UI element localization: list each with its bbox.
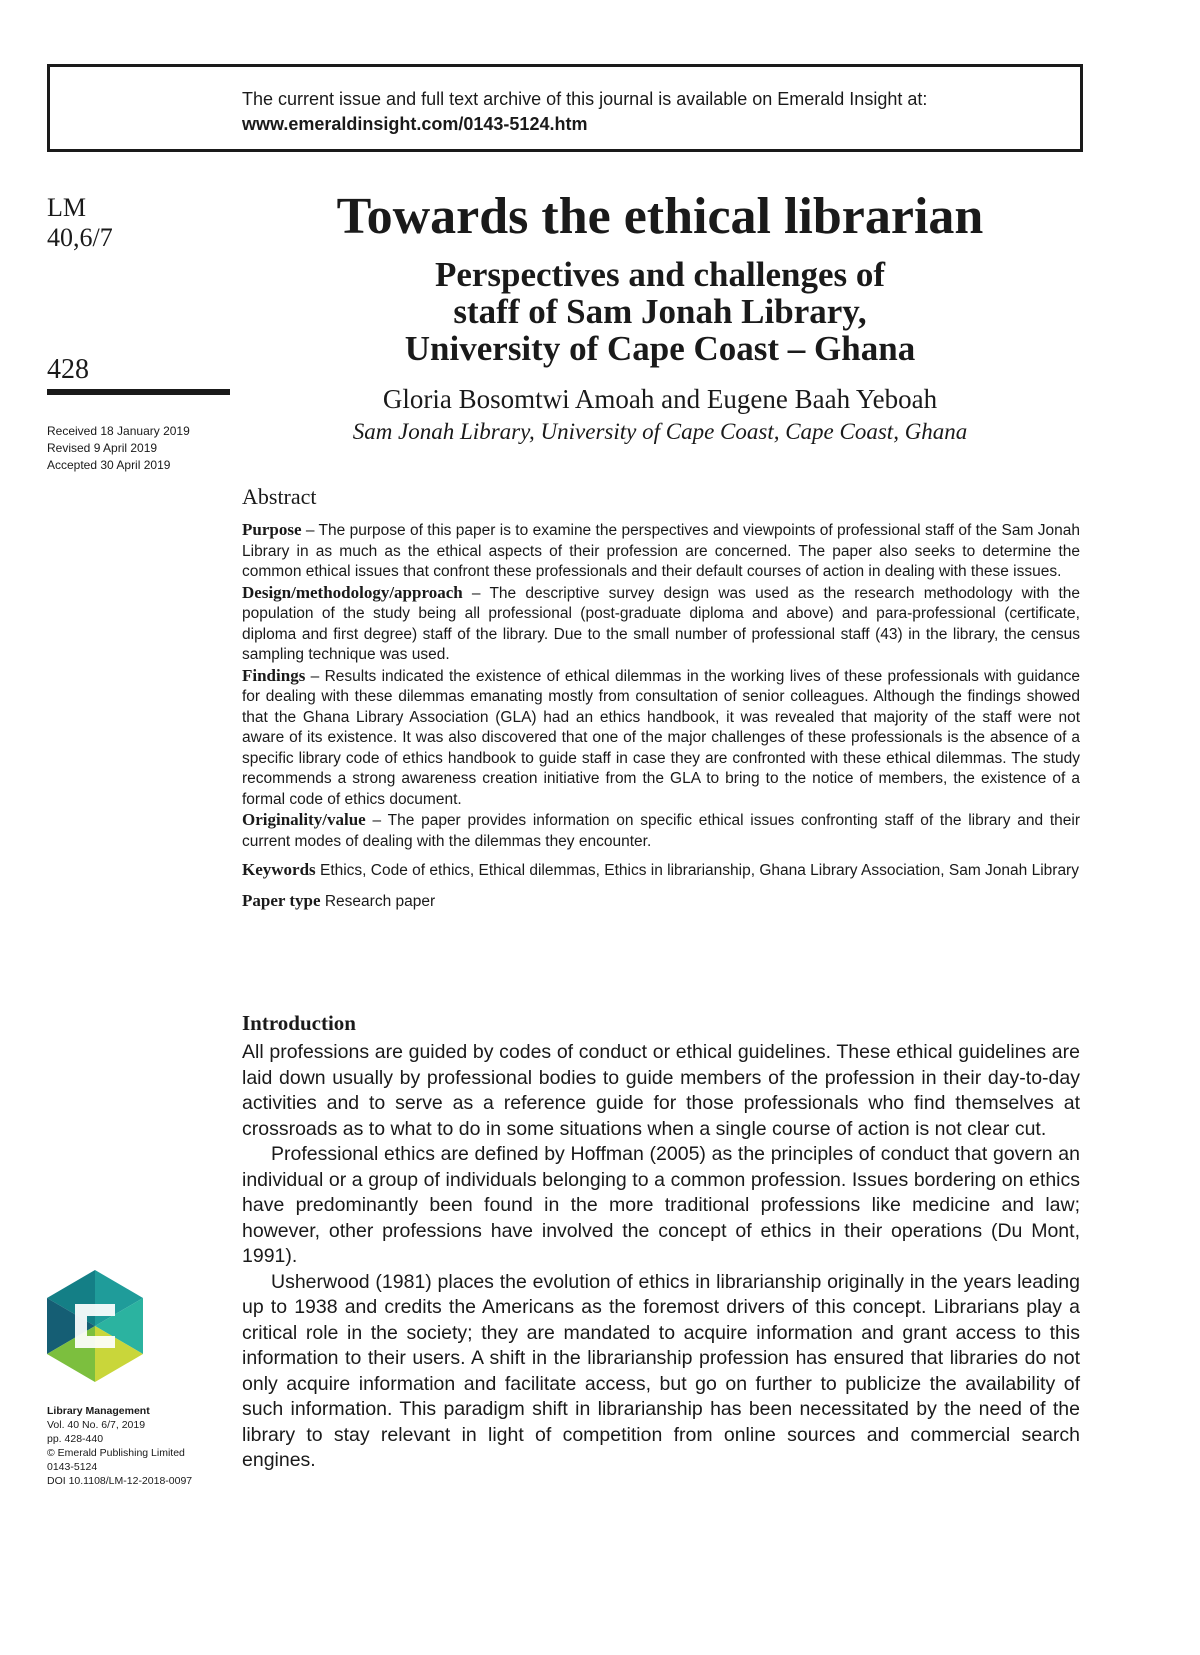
introduction-paragraph: Professional ethics are defined by Hoffman (2005) as the principles of conduct that govern an individual or a group of individuals belonging to a common profession. Issues bordering on ethics have predominantly been found in the more traditional professions like medicine and law; however, other professions have involved the concept of ethics in their operations (Du Mont, 1991). — [242, 1143, 1080, 1267]
originality-text: – The paper provides information on specific ethical issues confronting staff of the library and their current modes of dealing with the dilemmas they encounter. — [242, 812, 1080, 850]
imprint-journal-name: Library Management — [47, 1405, 150, 1417]
page-number-rule — [47, 389, 230, 395]
abstract-originality — [242, 810, 1080, 852]
keywords-label: Keywords — [242, 860, 316, 879]
subtitle-line: staff of Sam Jonah Library, — [453, 292, 867, 331]
imprint-volume: Vol. 40 No. 6/7, 2019 — [47, 1419, 146, 1431]
findings-label: Findings — [242, 665, 306, 685]
imprint-doi: DOI 10.1108/LM-12-2018-0097 — [47, 1475, 193, 1487]
imprint-issn: 0143-5124 — [47, 1461, 98, 1473]
received-date: Received 18 January 2019 — [47, 424, 190, 438]
paper-type — [242, 889, 1080, 914]
design-label: Design/methodology/approach — [242, 582, 463, 602]
journal-imprint — [47, 1404, 192, 1488]
imprint-pages: pp. 428-440 — [47, 1433, 104, 1445]
emerald-publishing-logo — [47, 1270, 143, 1382]
submission-dates — [47, 423, 190, 474]
introduction-heading: Introduction — [242, 1011, 356, 1035]
paper-type-label: Paper type — [242, 891, 321, 910]
journal-abbrev: LM — [47, 193, 86, 222]
journal-volume-issue: 40,6/7 — [47, 223, 113, 252]
purpose-label: Purpose — [242, 520, 302, 539]
keywords — [242, 858, 1080, 883]
introduction-paragraph: All professions are guided by codes of conduct or ethical guidelines. These ethical guidelines are laid down usually by professional bodies to guide members of the profession in their day-to-day activities and to serve as a reference guide for those professionals who find themselves at crossroads as to what to do in some situations when a single course of action is not clear cut. — [242, 1041, 1080, 1140]
introduction-paragraph: Usherwood (1981) places the evolution of ethics in librarianship originally in the years leading up to 1938 and credits the Americans as the foremost drivers of this concept. Librarians play a critical role in the society; they are mandated to acquire information and grant access to this information to their users. A shift in the librarianship profession has ensured that libraries do not only acquire information and facilitate access, but go on further to publicize the availability of such information. This paradigm shift in librarianship has been necessitated by the need of the library to stay relevant in light of competition from online sources and commercial search engines. — [242, 1270, 1080, 1471]
originality-label: Originality/value — [242, 810, 366, 829]
subtitle-line: Perspectives and challenges of — [434, 255, 886, 294]
introduction-section — [242, 1011, 1080, 1474]
journal-url-line — [242, 114, 587, 135]
article-subtitle — [240, 256, 1080, 367]
author-list: Gloria Bosomtwi Amoah and Eugene Baah Yeboah — [382, 384, 938, 414]
journal-availability-box — [47, 64, 1083, 152]
purpose-text: – The purpose of this paper is to examine the perspectives and viewpoints of professional staff of the Sam Jonah Library in as much as the ethical aspects of their profession are concerned. The paper also seeks to determine the common ethical issues that confront these professionals and their default courses of action in dealing with these issues. — [242, 522, 1080, 580]
findings-text: – Results indicated the existence of ethical dilemmas in the working lives of these professionals with guidance for dealing with these dilemmas emanating mostly from consultation of senior colleagues. Although the findings showed that the Ghana Library Association (GLA) had an ethics handbook, it was revealed that majority of the staff were not aware of its existence. It was also discovered that one of the major challenges of these professionals is the absence of a specific library code of ethics handbook to guide staff in case they are confronted with these ethical dilemmas. The study recommends a strong awareness creation initiative from the GLA to bring to the notice of members, the existence of a formal code of ethics document. — [242, 667, 1080, 808]
article-title: Towards the ethical librarian — [336, 188, 984, 245]
availability-notice: The current issue and full text archive of this journal is available on Emerald Insight at: — [242, 89, 928, 109]
imprint-publisher: © Emerald Publishing Limited — [47, 1447, 185, 1459]
revised-date: Revised 9 April 2019 — [47, 441, 158, 455]
paper-type-text: Research paper — [320, 893, 436, 910]
accepted-date: Accepted 30 April 2019 — [47, 458, 171, 472]
journal-code — [47, 193, 113, 253]
subtitle-line: University of Cape Coast – Ghana — [404, 329, 916, 368]
abstract-findings — [242, 666, 1080, 811]
abstract-section — [242, 484, 1080, 914]
abstract-heading: Abstract — [242, 484, 317, 509]
design-text: – The descriptive survey design was used as the research methodology with the population of the study being all professional (post-graduate diploma and above) and para-professional (certificate, diploma and first degree) staff of the library. Due to the small number of professional staff (43) in the library, the census sampling technique was used. — [242, 584, 1080, 663]
abstract-purpose — [242, 520, 1080, 583]
page-number: 428 — [47, 354, 89, 385]
journal-url[interactable]: www.emeraldinsight.com/0143-5124.htm — [242, 114, 588, 134]
keywords-text: Ethics, Code of ethics, Ethical dilemmas, Ethics in librarianship, Ghana Library Association, Sam Jonah Library — [315, 862, 1079, 879]
author-affiliation: Sam Jonah Library, University of Cape Coast, Cape Coast, Ghana — [352, 419, 968, 444]
abstract-design — [242, 583, 1080, 666]
